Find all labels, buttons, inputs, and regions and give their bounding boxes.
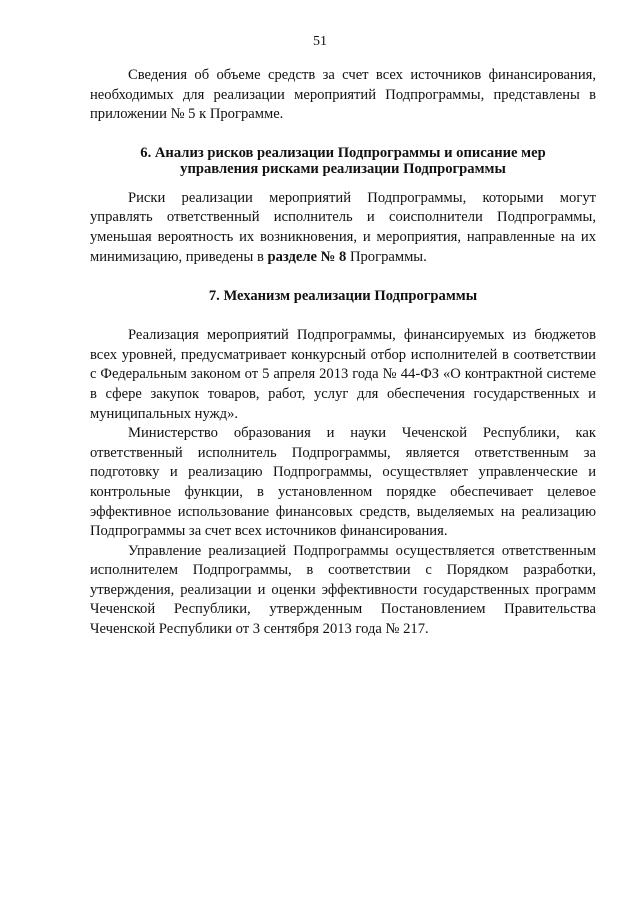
section-6-bold-reference: разделе № 8 <box>267 248 347 265</box>
section-7-paragraph-3: Управление реализацией Подпрограммы осуществляется ответственным исполнителем Подпрограммы, в соответствии с Порядком разработки, утверждения, реализации и оценки эффективности государственных программ Чеченской Республики, утвержденным Постановлением Правительства Чеченской Республики от 3 сентября 2013 года № 217. <box>90 542 596 638</box>
section-6-text-end: Программы. <box>346 248 427 265</box>
page-number: 51 <box>313 34 327 49</box>
section-7-heading: 7. Механизм реализации Подпрограммы <box>208 288 478 305</box>
section-7-paragraph-1: Реализация мероприятий Подпрограммы, финансируемых из бюджетов всех уровней, предусматривает конкурсный отбор исполнителей в соответствии с Федеральным законом от 5 апреля 2013 года № 44-ФЗ «О контрактной системе в сфере закупок товаров, работ, услуг для обеспечения государственных и муниципальных нужд». <box>90 327 596 422</box>
section-6-paragraph <box>90 189 596 267</box>
section-6-heading <box>90 145 596 177</box>
section-6-heading-line-1: 6. Анализ рисков реализации Подпрограммы и описание мер <box>140 144 546 161</box>
page-content <box>90 66 596 640</box>
section-6-heading-line-2: управления рисками реализации Подпрограммы <box>180 160 506 177</box>
intro-paragraph: Сведения об объеме средств за счет всех источников финансирования, необходимых для реализации мероприятий Подпрограммы, представлены в приложении № 5 к Программе. <box>90 67 596 123</box>
section-7-paragraph-2: Министерство образования и науки Чеченской Республики, как ответственный исполнитель Подпрограммы, является ответственным за подготовку и реализацию Подпрограммы, осуществляет управленческие и контрольные функции, в установленном порядке обеспечивает целевое эффективное использование финансовых средств, выделяемых на реализацию Подпрограммы за счет всех источников финансирования. <box>90 425 596 540</box>
section-6-text-start: Риски реализации мероприятий Подпрограммы, которыми могут управлять ответственный исполнитель и соисполнители Подпрограммы, уменьшая вероятность их возникновения, и мероприятия, направленные на их минимизацию, приведены в <box>90 189 596 265</box>
